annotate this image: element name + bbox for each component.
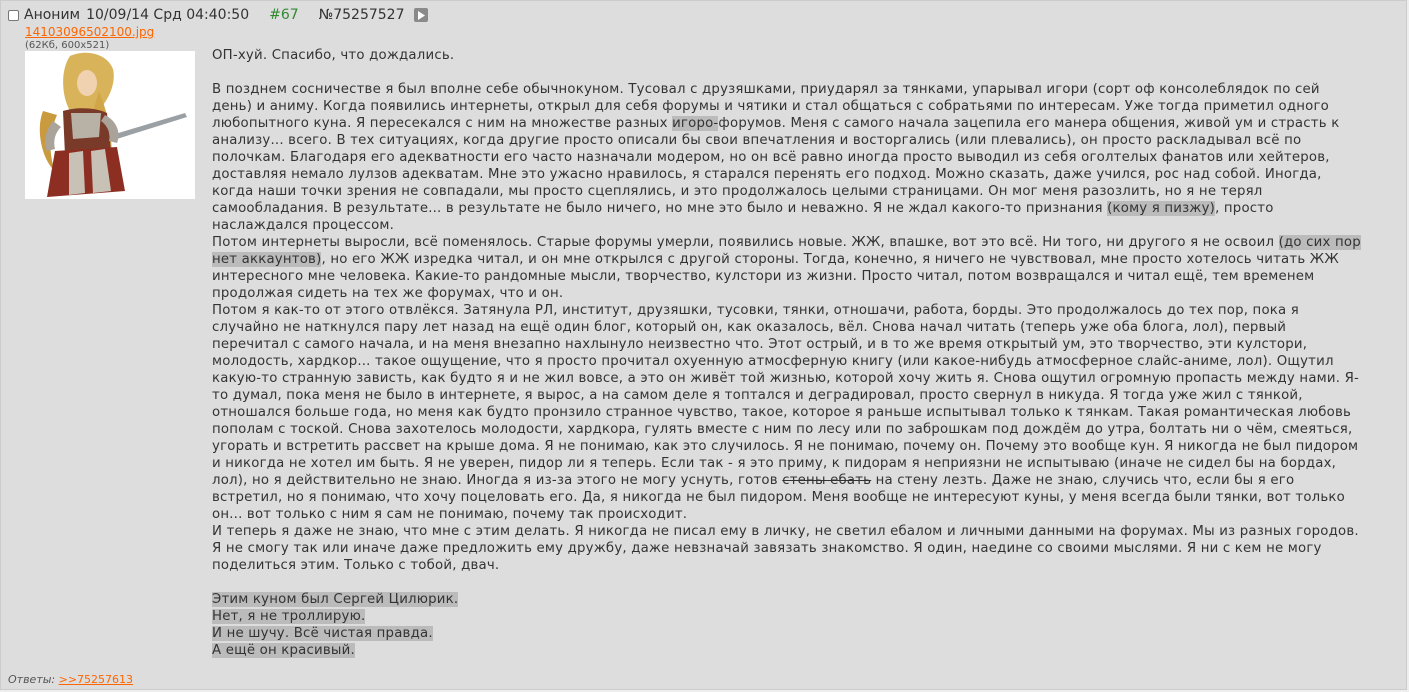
spoiler-text[interactable]: А ещё он красивый. (212, 643, 355, 658)
text-span: , просто наслаждался процессом. (212, 201, 1274, 233)
spoiler-text[interactable]: (кому я пизжу) (1107, 201, 1216, 216)
post-date: 10/09/14 Срд 04:40:50 (86, 7, 250, 23)
message-opener: ОП-хуй. Спасибо, что дождались. (212, 48, 455, 63)
message-paragraph-2 (212, 234, 1362, 302)
post-number-link[interactable]: №75257527 (318, 7, 405, 23)
spoiler-text[interactable]: Нет, я не троллирую. (212, 609, 366, 624)
replies-label: Ответы: (8, 673, 56, 686)
post-header (8, 7, 428, 23)
replies (8, 673, 133, 686)
strikethrough-text: стены ебать (782, 473, 872, 488)
file-link[interactable]: 14103096502100.jpg (25, 25, 155, 39)
spoiler-text[interactable]: Этим куном был Сергей Цилюрик. (212, 592, 459, 607)
file-info (25, 25, 154, 52)
checkbox-icon[interactable] (8, 10, 19, 21)
text-span: форумов. Меня с самого начала зацепила его манера общения, живой ум и страсть к анализу... всего. В тех ситуациях, когда другие просто описали бы свои впечатления и восторгались (или плевались), он просто раскладывал всё по полочкам. Благодаря его адекватности его часто назначали модером, но он всё равно иногда просто выводил из себя оголтелых фанатов или хейтеров, доставляя немало лулзов адекватам. Мне это ужасно нравилось, я старался перенять его подход. Можно сказать, даже учился, рос над собой. Иногда, когда наши точки зрения не совпадали, мы просто сцеплялись, и это продолжалось целыми страницами. Он мог меня разозлить, но я не терял самообладания. В результате... в результате не было ничего, но мне это было и неважно. Я не ждал какого-то признания (212, 116, 1340, 216)
spoiler-text[interactable]: (до сих пор нет аккаунтов) (212, 235, 1361, 267)
spoiler-text[interactable]: игоро- (672, 116, 719, 131)
message-final-line (212, 608, 1362, 625)
message-paragraph-4: И теперь я даже не знаю, что мне с этим делать. Я никогда не писал ему в личку, не светил ебалом и личными данными на форумах. Мы из разных городов. Я не смогу так или иначе даже предложить ему дружбу, даже невзначай завязать знакомство. Я один, наедине со своими мыслями. Я ни с кем не могу поделиться этим. Только с тобой, двач. (212, 524, 1359, 573)
message-final-line (212, 642, 1362, 659)
knight-illustration (25, 51, 195, 199)
reply-link[interactable]: >>75257613 (58, 673, 134, 686)
text-span: Потом интернеты выросли, всё поменялось. Старые форумы умерли, появились новые. ЖЖ, впашке, вот это всё. Ни того, ни другого я не освоил (212, 235, 1279, 250)
spoiler-text[interactable]: И не шучу. Всё чистая правда. (212, 626, 433, 641)
text-span: В позднем сосничестве я был вполне себе обычнокуном. Тусовал с друзяшками, приударял за тянками, упарывал игори (сорт оф консолеблядок по сей день) и аниму. Когда появились интернеты, открыл для себя форумы и чятики и стал общаться с собратьями по интересам. Уже тогда приметил одного любопытного куна. Я пересекался с ним на множестве разных (212, 82, 1330, 131)
post-image-thumbnail[interactable] (25, 51, 195, 199)
text-span: Потом я как-то от этого отвлёкся. Затянула РЛ, институт, друзяшки, тусовки, тянки, отношачи, работа, борды. Это продолжалось до тех пор, пока я случайно не наткнулся пару лет назад на ещё один блог, который он, как оказалось, вёл. Снова начал читать (теперь уже оба блога, лол), первый перечитал с самого начала, и на меня внезапно нахлынуло неизвестно что. Этот острый, и в то же время открытый ум, это творчество, эти кулстори, молодость, хардкор... такое ощущение, что я просто прочитал охуенную атмосферную книгу (или какое-нибудь атмосферное слайс-аниме, лол). Ощутил какую-то странную зависть, как будто я и не жил вовсе, а это он живёт той жизнью, которой хочу жить я. Снова ощутил огромную пропасть между нами. Я-то думал, пока меня не было в интернете, я вырос, а на самом деле я топтался и деградировал, просто свернул в никуда. Я тогда уже жил с тянкой, отношался больше года, но меня как будто пронзило странное чувство, такое, которое я раньше испытывал только к тянкам. Такая романтическая любовь пополам с тоской. Снова захотелось молодости, хардкора, гулять вместе с ним по лесу или по заброшкам под дождём до утра, болтать ни о чём, смеяться, угорать и встретить рассвет на крыше дома. Я не понимаю, как это случилось. Я не понимаю, почему он. Почему это вообще кун. Я никогда не был пидором и никогда не хотел им быть. Я не уверен, пидор ли я теперь. Если так - я это приму, к пидорам я неприязни не испытываю (иначе не сидел бы на бордах, лол), но я действительно не знаю. Иногда я из-за этого не могу уснуть, готов (212, 303, 1360, 488)
post-message (212, 47, 1362, 659)
file-meta: (62Кб, 600x521) (25, 40, 110, 51)
message-final-line (212, 591, 1362, 608)
post-index: #67 (269, 7, 299, 23)
message-paragraph-3 (212, 302, 1362, 523)
message-paragraph-1 (212, 81, 1362, 234)
poster-name: Аноним (24, 7, 81, 23)
message-final-line (212, 625, 1362, 642)
play-triangle-icon[interactable] (414, 8, 428, 22)
text-span: на стену лезть. Даже не знаю, случись что, если бы я его встретил, но я понимаю, что хочу поцеловать его. Да, я никогда не был пидором. Меня вообще не интересуют куны, у меня всегда были тянки, вот только он... вот только с ним я сам не понимаю, почему так происходит. (212, 473, 1345, 522)
text-span: , но его ЖЖ изредка читал, и он мне открылся с другой стороны. Тогда, конечно, я ничего не чувствовал, мне просто хотелось читать ЖЖ интересного мне человека. Какие-то рандомные мысли, творчество, кулстори из жизни. Просто читал, потом возвращался и читал ещё, тем временем продолжая сидеть на тех же форумах, что и он. (212, 252, 1339, 301)
